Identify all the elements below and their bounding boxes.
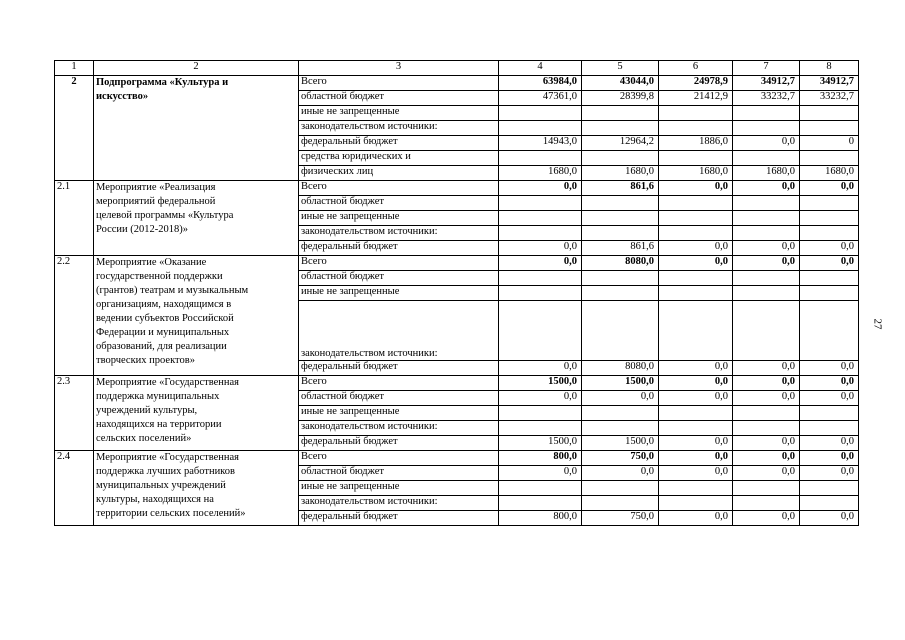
amount-cell <box>582 481 659 496</box>
amount-cell <box>659 421 733 436</box>
measure-name-line: поддержка лучших работников <box>96 466 235 477</box>
amount-cell: 0,0 <box>733 376 800 391</box>
funding-source-label: иные не запрещенные <box>299 106 499 121</box>
amount-cell: 861,6 <box>582 241 659 256</box>
amount-cell: 1500,0 <box>499 376 582 391</box>
amount-cell: 0,0 <box>659 436 733 451</box>
row-number: 2 <box>55 76 94 181</box>
amount-cell: 47361,0 <box>499 91 582 106</box>
amount-cell <box>733 301 800 361</box>
amount-cell: 0,0 <box>499 391 582 406</box>
funding-source-label: областной бюджет <box>299 466 499 481</box>
amount-cell <box>800 481 859 496</box>
amount-cell: 750,0 <box>582 451 659 466</box>
amount-cell <box>733 286 800 301</box>
amount-cell <box>499 226 582 241</box>
funding-source-label: федеральный бюджет <box>299 436 499 451</box>
measure-name <box>94 256 299 376</box>
row-number: 2.4 <box>55 451 94 526</box>
measure-name <box>94 181 299 256</box>
amount-cell <box>733 106 800 121</box>
measure-name-line: поддержка муниципальных <box>96 391 220 402</box>
amount-cell <box>800 496 859 511</box>
measure-name-line: муниципальных учреждений <box>96 480 226 491</box>
measure-name-line: сельских поселений» <box>96 433 192 444</box>
amount-cell <box>582 226 659 241</box>
funding-source-label: федеральный бюджет <box>299 136 499 151</box>
amount-cell: 24978,9 <box>659 76 733 91</box>
column-number: 6 <box>659 61 733 76</box>
table-row <box>55 376 859 391</box>
amount-cell <box>582 301 659 361</box>
column-number: 3 <box>299 61 499 76</box>
amount-cell: 0,0 <box>800 241 859 256</box>
amount-cell: 1500,0 <box>582 436 659 451</box>
column-number: 4 <box>499 61 582 76</box>
amount-cell: 0,0 <box>582 466 659 481</box>
measure-name-line: (грантов) театрам и музыкальным <box>96 285 249 296</box>
amount-cell <box>499 151 582 166</box>
amount-cell: 0,0 <box>659 361 733 376</box>
amount-cell <box>800 301 859 361</box>
row-number: 2.1 <box>55 181 94 256</box>
measure-name-line: ведении субъектов Российской <box>96 313 234 324</box>
amount-cell <box>733 121 800 136</box>
column-number: 7 <box>733 61 800 76</box>
funding-source-label: Всего <box>299 181 499 196</box>
measure-name-line: Мероприятие «Реализация <box>96 182 216 193</box>
amount-cell: 0,0 <box>733 136 800 151</box>
amount-cell: 0,0 <box>582 391 659 406</box>
measure-name-line: Подпрограмма «Культура и <box>96 77 229 88</box>
column-number: 5 <box>582 61 659 76</box>
amount-cell <box>659 406 733 421</box>
amount-cell <box>733 211 800 226</box>
amount-cell <box>659 286 733 301</box>
amount-cell <box>582 211 659 226</box>
amount-cell: 63984,0 <box>499 76 582 91</box>
amount-cell: 1500,0 <box>499 436 582 451</box>
amount-cell <box>659 106 733 121</box>
table-row <box>55 76 859 91</box>
amount-cell: 0,0 <box>800 256 859 271</box>
amount-cell: 43044,0 <box>582 76 659 91</box>
funding-source-label: областной бюджет <box>299 196 499 211</box>
amount-cell <box>733 196 800 211</box>
funding-source-label: законодательством источники: <box>299 121 499 136</box>
amount-cell: 33232,7 <box>733 91 800 106</box>
amount-cell: 0,0 <box>659 256 733 271</box>
amount-cell: 0 <box>800 136 859 151</box>
row-number: 2.3 <box>55 376 94 451</box>
funding-source-label: федеральный бюджет <box>299 361 499 376</box>
amount-cell: 0,0 <box>800 181 859 196</box>
amount-cell <box>733 421 800 436</box>
table-row <box>55 181 859 196</box>
amount-cell: 28399,8 <box>582 91 659 106</box>
amount-cell <box>582 421 659 436</box>
amount-cell: 0,0 <box>499 466 582 481</box>
amount-cell <box>499 286 582 301</box>
amount-cell <box>582 121 659 136</box>
funding-source-label: Всего <box>299 451 499 466</box>
funding-source-label: иные не запрещенные <box>299 211 499 226</box>
column-number: 2 <box>94 61 299 76</box>
table-row <box>55 451 859 466</box>
budget-table <box>54 60 859 526</box>
amount-cell: 0,0 <box>733 391 800 406</box>
amount-cell <box>659 496 733 511</box>
column-number: 1 <box>55 61 94 76</box>
amount-cell: 800,0 <box>499 511 582 526</box>
amount-cell <box>733 496 800 511</box>
amount-cell <box>659 301 733 361</box>
amount-cell <box>659 151 733 166</box>
amount-cell: 0,0 <box>659 466 733 481</box>
funding-source-label: Всего <box>299 76 499 91</box>
amount-cell <box>499 406 582 421</box>
amount-cell <box>499 196 582 211</box>
amount-cell <box>582 406 659 421</box>
measure-name-line: находящихся на территории <box>96 419 222 430</box>
measure-name <box>94 451 299 526</box>
amount-cell <box>800 226 859 241</box>
amount-cell: 0,0 <box>800 466 859 481</box>
measure-name-line: образований, для реализации <box>96 341 227 352</box>
amount-cell: 34912,7 <box>733 76 800 91</box>
measure-name-line: государственной поддержки <box>96 271 223 282</box>
measure-name-line: Мероприятие «Государственная <box>96 452 239 463</box>
amount-cell: 0,0 <box>499 241 582 256</box>
amount-cell: 21412,9 <box>659 91 733 106</box>
amount-cell: 14943,0 <box>499 136 582 151</box>
funding-source-label: средства юридических и <box>299 151 499 166</box>
amount-cell <box>800 271 859 286</box>
funding-source-label: законодательством источники: <box>299 496 499 511</box>
column-number-row <box>55 61 859 76</box>
amount-cell: 800,0 <box>499 451 582 466</box>
amount-cell <box>499 481 582 496</box>
amount-cell <box>733 271 800 286</box>
amount-cell: 1680,0 <box>582 166 659 181</box>
amount-cell <box>800 211 859 226</box>
amount-cell <box>800 421 859 436</box>
measure-name-line: учреждений культуры, <box>96 405 198 416</box>
amount-cell: 0,0 <box>659 181 733 196</box>
funding-source-label: физических лиц <box>299 166 499 181</box>
amount-cell: 0,0 <box>733 511 800 526</box>
amount-cell <box>659 196 733 211</box>
amount-cell <box>499 496 582 511</box>
amount-cell: 1886,0 <box>659 136 733 151</box>
amount-cell: 0,0 <box>499 361 582 376</box>
amount-cell <box>499 121 582 136</box>
funding-source-label: областной бюджет <box>299 391 499 406</box>
amount-cell: 0,0 <box>800 436 859 451</box>
amount-cell: 750,0 <box>582 511 659 526</box>
measure-name-line: Федерации и муниципальных <box>96 327 230 338</box>
measure-name-line: искусство» <box>96 91 149 102</box>
amount-cell <box>582 286 659 301</box>
amount-cell: 0,0 <box>659 376 733 391</box>
measure-name-line: культуры, находящихся на <box>96 494 214 505</box>
amount-cell: 0,0 <box>800 376 859 391</box>
amount-cell <box>733 226 800 241</box>
funding-source-label: федеральный бюджет <box>299 511 499 526</box>
amount-cell: 1680,0 <box>733 166 800 181</box>
column-number: 8 <box>800 61 859 76</box>
amount-cell <box>800 196 859 211</box>
amount-cell: 0,0 <box>733 256 800 271</box>
amount-cell: 0,0 <box>800 451 859 466</box>
amount-cell: 33232,7 <box>800 91 859 106</box>
amount-cell <box>800 151 859 166</box>
amount-cell <box>582 196 659 211</box>
amount-cell: 0,0 <box>659 511 733 526</box>
amount-cell <box>499 301 582 361</box>
measure-name-line: России (2012-2018)» <box>96 224 189 235</box>
amount-cell <box>659 211 733 226</box>
funding-source-label: Всего <box>299 256 499 271</box>
amount-cell <box>800 286 859 301</box>
funding-source-label: Всего <box>299 376 499 391</box>
amount-cell <box>499 421 582 436</box>
measure-name <box>94 376 299 451</box>
amount-cell: 8080,0 <box>582 361 659 376</box>
amount-cell: 1680,0 <box>499 166 582 181</box>
amount-cell: 861,6 <box>582 181 659 196</box>
amount-cell <box>800 406 859 421</box>
amount-cell: 0,0 <box>800 361 859 376</box>
amount-cell: 1680,0 <box>800 166 859 181</box>
funding-source-label: иные не запрещенные <box>299 286 499 301</box>
amount-cell: 0,0 <box>733 466 800 481</box>
funding-source-label: законодательством источники: <box>299 421 499 436</box>
amount-cell: 0,0 <box>659 451 733 466</box>
funding-source-label: законодательством источники: <box>299 226 499 241</box>
amount-cell: 1500,0 <box>582 376 659 391</box>
funding-source-label: законодательством источники: <box>299 301 499 361</box>
table-row <box>55 256 859 271</box>
amount-cell <box>582 106 659 121</box>
amount-cell <box>582 271 659 286</box>
amount-cell <box>499 271 582 286</box>
funding-source-label: федеральный бюджет <box>299 241 499 256</box>
measure-name-line: территории сельских поселений» <box>96 508 246 519</box>
amount-cell <box>659 226 733 241</box>
amount-cell: 0,0 <box>733 436 800 451</box>
measure-name-line: организациям, находящимся в <box>96 299 232 310</box>
measure-name <box>94 76 299 181</box>
amount-cell <box>659 121 733 136</box>
page-number: 27 <box>871 318 884 330</box>
measure-name-line: мероприятий федеральной <box>96 196 216 207</box>
amount-cell: 12964,2 <box>582 136 659 151</box>
funding-source-label: иные не запрещенные <box>299 481 499 496</box>
row-number: 2.2 <box>55 256 94 376</box>
amount-cell: 0,0 <box>499 181 582 196</box>
amount-cell: 0,0 <box>659 241 733 256</box>
measure-name-line: Мероприятие «Оказание <box>96 257 207 268</box>
amount-cell: 0,0 <box>733 181 800 196</box>
amount-cell <box>659 271 733 286</box>
amount-cell <box>499 106 582 121</box>
amount-cell <box>733 151 800 166</box>
amount-cell <box>499 211 582 226</box>
amount-cell: 8080,0 <box>582 256 659 271</box>
amount-cell: 0,0 <box>733 361 800 376</box>
funding-source-label: областной бюджет <box>299 91 499 106</box>
measure-name-line: целевой программы «Культура <box>96 210 234 221</box>
amount-cell: 34912,7 <box>800 76 859 91</box>
amount-cell: 1680,0 <box>659 166 733 181</box>
table-body <box>55 61 859 526</box>
amount-cell: 0,0 <box>659 391 733 406</box>
amount-cell <box>733 406 800 421</box>
amount-cell <box>800 106 859 121</box>
amount-cell: 0,0 <box>499 256 582 271</box>
measure-name-line: творческих проектов» <box>96 355 195 366</box>
amount-cell <box>800 121 859 136</box>
amount-cell <box>659 481 733 496</box>
amount-cell <box>582 496 659 511</box>
funding-source-label: областной бюджет <box>299 271 499 286</box>
measure-name-line: Мероприятие «Государственная <box>96 377 239 388</box>
funding-source-label: иные не запрещенные <box>299 406 499 421</box>
amount-cell: 0,0 <box>800 511 859 526</box>
amount-cell: 0,0 <box>733 451 800 466</box>
amount-cell: 0,0 <box>733 241 800 256</box>
amount-cell <box>582 151 659 166</box>
amount-cell: 0,0 <box>800 391 859 406</box>
amount-cell <box>733 481 800 496</box>
